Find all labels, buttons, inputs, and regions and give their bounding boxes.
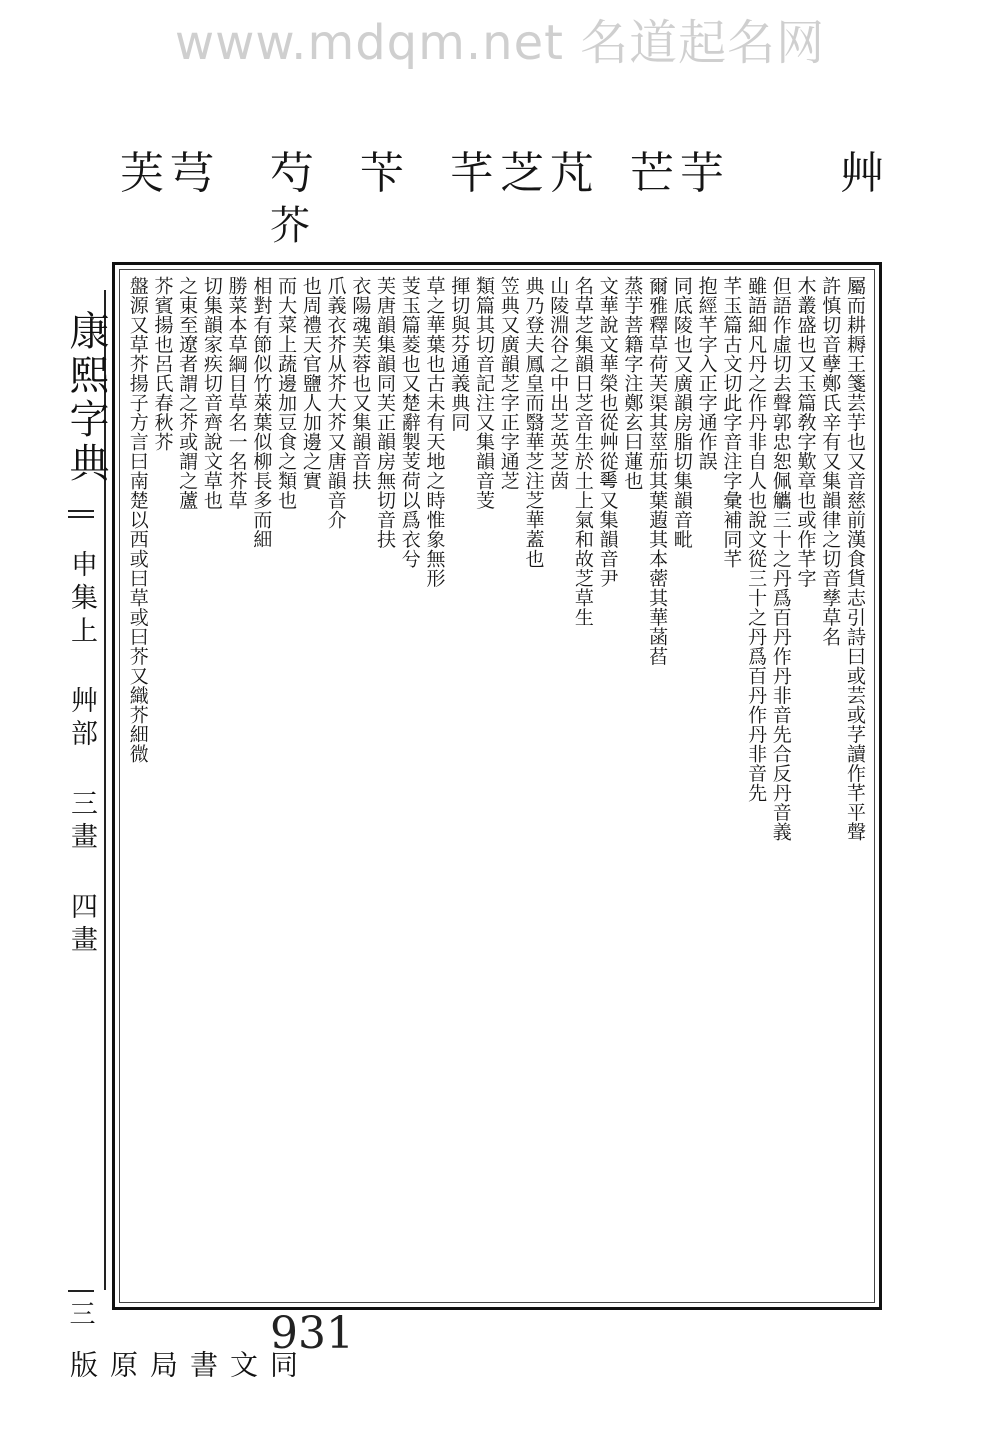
seal-char: 芙 (120, 148, 164, 199)
text-column: 勝菜本草綱目草名一名芥草 (225, 276, 248, 510)
text-column: 類篇其切音記注又集韻音芰 (472, 276, 495, 510)
spine-divider (68, 510, 94, 512)
text-column: 盤源又草芥揚子方言曰南楚以西或曰草或曰芥又織芥細微 (126, 276, 149, 764)
seal-char: 芒 (630, 148, 674, 199)
section-label: 申集上 艸部 三畫 四畫 (66, 550, 97, 958)
volume-number: 三 (65, 1300, 95, 1326)
text-column: 木叢盛也又玉篇敎字歎章也或作芊字 (794, 276, 817, 588)
text-columns (126, 276, 868, 1296)
text-column: 典乃登夫鳳皇而翳華芝注芝華蓋也 (522, 276, 545, 569)
text-column: 芙唐韻集韻同芙正韻房無切音扶 (374, 276, 397, 549)
text-frame-inner (119, 269, 875, 1303)
seal-char: 芎 (170, 148, 214, 199)
text-column: 但語作虛切去聲郭忠恕佩觿三十之丹爲百丹作丹非音先合反丹音義 (769, 276, 792, 842)
text-column: 而大菜上蔬邊加豆食之類也 (275, 276, 298, 510)
spine-divider (68, 516, 94, 518)
seal-char: 芋 (680, 148, 724, 199)
text-column: 草之華葉也古未有天地之時惟象無形 (423, 276, 446, 588)
text-frame (112, 262, 882, 1310)
text-column: 芰玉篇菱也又楚辭製芰荷以爲衣兮 (398, 276, 421, 569)
seal-char: 芊 (450, 148, 494, 199)
seal-char: 艸 (840, 148, 884, 199)
text-column: 許慎切音孽鄭氏辛有又集韻律之切音孳草名 (819, 276, 842, 647)
text-column: 抱經芊字入正字通作誤 (695, 276, 718, 471)
text-column: 山陵淵谷之中出芝英芝茵 (547, 276, 570, 491)
seal-char: 芥 (270, 203, 310, 249)
text-column: 爾雅釋草荷芙渠其莖茄其葉蕸其本蔤其華菡萏 (646, 276, 669, 666)
text-column: 爪義衣芥从芥大芥又唐韻音介 (324, 276, 347, 530)
text-column: 文華說文華榮也從艸從𠌶又集韻音尹 (596, 276, 619, 588)
text-column: 揮切與芬通義典同 (448, 276, 471, 432)
spine-divider (68, 1290, 94, 1292)
text-column: 相對有節似竹萊葉似柳長多而細 (250, 276, 273, 549)
text-column: 雖語細凡丹之作丹非自人也說文從三十之丹爲百丹作丹非音先 (745, 276, 768, 803)
text-column: 也周禮天官鹽人加邊之實 (299, 276, 322, 491)
text-column: 之東至遼者謂之芥或謂之蘆 (176, 276, 199, 510)
text-column: 屬而耕耨王箋芸芋也又音慈前漢食貨志引詩曰或芸或芓讀作芊平聲 (844, 276, 866, 842)
text-column: 切集韻家疾切音齊說文草也 (200, 276, 223, 510)
text-column: 衣陽魂芙蓉也又集韻音扶 (349, 276, 372, 491)
seal-char: 芍 (270, 148, 314, 199)
text-column: 蒸芋菩籍字注鄭玄曰蓮也 (621, 276, 644, 491)
book-title: 康熙字典 (63, 310, 109, 486)
publisher-label: 同文書局原版 (66, 1350, 299, 1384)
seal-char: 苄 (360, 148, 404, 199)
seal-char: 芝 (500, 148, 544, 199)
text-column: 名草芝集韻日芝音生於土上氣和故芝草生 (571, 276, 594, 627)
page-number: 931 (270, 1308, 354, 1359)
text-column: 笠典又廣韻芝字正字通芝 (497, 276, 520, 491)
seal-char: 芃 (550, 148, 594, 199)
text-column: 同底陵也又廣韻房脂切集韻音毗 (670, 276, 693, 549)
watermark: www.mdqm.net 名道起名网 (174, 15, 826, 71)
text-column: 芥賓揚也呂氏春秋芥 (151, 276, 174, 452)
seal-script-header (120, 140, 900, 270)
text-column: 芊玉篇古文切此字音注字彙補同芊 (720, 276, 743, 569)
